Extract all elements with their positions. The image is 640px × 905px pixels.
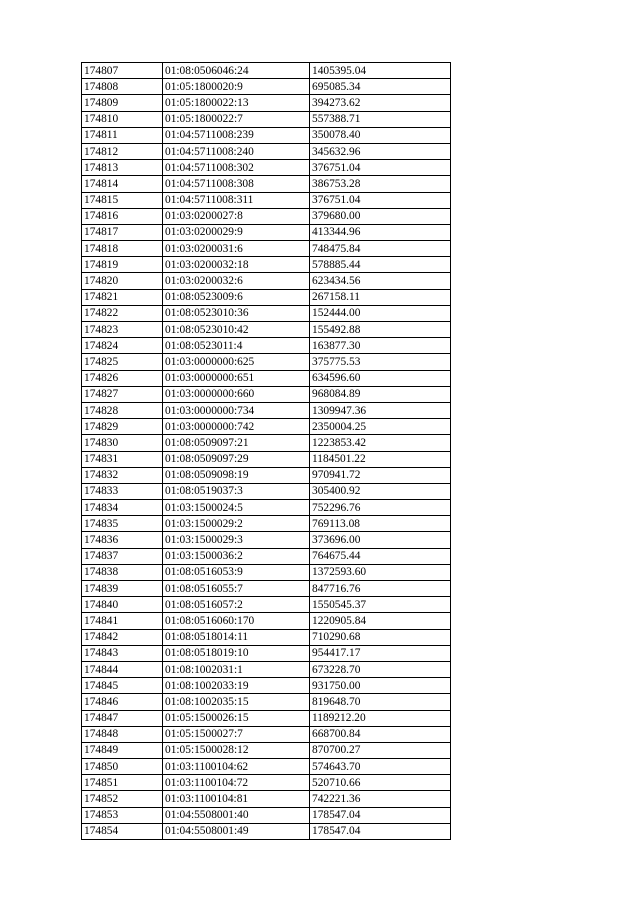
table-body xyxy=(82,63,451,840)
value-cell: 710290.68 xyxy=(310,629,451,645)
value-cell: 373696.00 xyxy=(310,532,451,548)
value-cell: 345632.96 xyxy=(310,143,451,159)
table-row xyxy=(82,629,451,645)
cadastral-number-cell: 01:04:5711008:311 xyxy=(163,192,310,208)
table-row xyxy=(82,402,451,418)
row-number-cell: 174847 xyxy=(82,710,163,726)
cadastral-number-cell: 01:04:5711008:308 xyxy=(163,176,310,192)
table-row xyxy=(82,111,451,127)
value-cell: 386753.28 xyxy=(310,176,451,192)
table-row xyxy=(82,127,451,143)
cadastral-number-cell: 01:08:1002033:19 xyxy=(163,678,310,694)
cadastral-number-cell: 01:08:0509097:21 xyxy=(163,435,310,451)
cadastral-number-cell: 01:03:1500036:2 xyxy=(163,548,310,564)
table-row xyxy=(82,451,451,467)
cadastral-number-cell: 01:05:1800020:9 xyxy=(163,79,310,95)
table-row xyxy=(82,661,451,677)
cadastral-number-cell: 01:03:1100104:62 xyxy=(163,759,310,775)
value-cell: 155492.88 xyxy=(310,322,451,338)
row-number-cell: 174810 xyxy=(82,111,163,127)
value-cell: 769113.08 xyxy=(310,516,451,532)
row-number-cell: 174854 xyxy=(82,823,163,839)
cadastral-number-cell: 01:05:1500026:15 xyxy=(163,710,310,726)
row-number-cell: 174821 xyxy=(82,289,163,305)
cadastral-number-cell: 01:08:0523010:42 xyxy=(163,322,310,338)
table-row xyxy=(82,613,451,629)
cadastral-number-cell: 01:03:1500029:3 xyxy=(163,532,310,548)
value-cell: 178547.04 xyxy=(310,807,451,823)
table-row xyxy=(82,63,451,79)
cadastral-number-cell: 01:04:5508001:49 xyxy=(163,823,310,839)
table-row xyxy=(82,419,451,435)
table-row xyxy=(82,354,451,370)
table-row xyxy=(82,143,451,159)
value-cell: 970941.72 xyxy=(310,467,451,483)
row-number-cell: 174811 xyxy=(82,127,163,143)
cadastral-number-cell: 01:08:1002035:15 xyxy=(163,694,310,710)
table-row xyxy=(82,645,451,661)
value-cell: 376751.04 xyxy=(310,160,451,176)
cadastral-number-cell: 01:05:1800022:7 xyxy=(163,111,310,127)
cadastral-number-cell: 01:03:0000000:651 xyxy=(163,370,310,386)
row-number-cell: 174814 xyxy=(82,176,163,192)
value-cell: 1372593.60 xyxy=(310,564,451,580)
value-cell: 152444.00 xyxy=(310,305,451,321)
row-number-cell: 174833 xyxy=(82,483,163,499)
value-cell: 1405395.04 xyxy=(310,63,451,79)
cadastral-number-cell: 01:08:0523010:36 xyxy=(163,305,310,321)
value-cell: 954417.17 xyxy=(310,645,451,661)
row-number-cell: 174822 xyxy=(82,305,163,321)
cadastral-number-cell: 01:03:0000000:742 xyxy=(163,419,310,435)
row-number-cell: 174818 xyxy=(82,241,163,257)
value-cell: 379680.00 xyxy=(310,208,451,224)
value-cell: 623434.56 xyxy=(310,273,451,289)
value-cell: 350078.40 xyxy=(310,127,451,143)
table-row xyxy=(82,305,451,321)
value-cell: 1223853.42 xyxy=(310,435,451,451)
row-number-cell: 174815 xyxy=(82,192,163,208)
value-cell: 1184501.22 xyxy=(310,451,451,467)
row-number-cell: 174826 xyxy=(82,370,163,386)
table-row xyxy=(82,548,451,564)
value-cell: 931750.00 xyxy=(310,678,451,694)
table-row xyxy=(82,160,451,176)
value-cell: 2350004.25 xyxy=(310,419,451,435)
value-cell: 267158.11 xyxy=(310,289,451,305)
table-row xyxy=(82,694,451,710)
value-cell: 668700.84 xyxy=(310,726,451,742)
table-row xyxy=(82,273,451,289)
row-number-cell: 174809 xyxy=(82,95,163,111)
value-cell: 1309947.36 xyxy=(310,402,451,418)
table-row xyxy=(82,483,451,499)
row-number-cell: 174842 xyxy=(82,629,163,645)
row-number-cell: 174819 xyxy=(82,257,163,273)
row-number-cell: 174828 xyxy=(82,402,163,418)
value-cell: 634596.60 xyxy=(310,370,451,386)
row-number-cell: 174846 xyxy=(82,694,163,710)
cadastral-number-cell: 01:03:0200029:9 xyxy=(163,224,310,240)
cadastral-number-cell: 01:08:0518014:11 xyxy=(163,629,310,645)
table-row xyxy=(82,338,451,354)
row-number-cell: 174852 xyxy=(82,791,163,807)
table-row xyxy=(82,79,451,95)
cadastral-number-cell: 01:03:0000000:625 xyxy=(163,354,310,370)
cadastral-number-cell: 01:03:1100104:72 xyxy=(163,775,310,791)
table-row xyxy=(82,678,451,694)
cadastral-number-cell: 01:08:0509098:19 xyxy=(163,467,310,483)
cadastral-number-cell: 01:08:0516057:2 xyxy=(163,597,310,613)
table-row xyxy=(82,435,451,451)
row-number-cell: 174807 xyxy=(82,63,163,79)
value-cell: 1220905.84 xyxy=(310,613,451,629)
row-number-cell: 174849 xyxy=(82,742,163,758)
cadastral-number-cell: 01:08:0516055:7 xyxy=(163,581,310,597)
table-row xyxy=(82,564,451,580)
table-row xyxy=(82,192,451,208)
row-number-cell: 174827 xyxy=(82,386,163,402)
table-row xyxy=(82,775,451,791)
cadastral-number-cell: 01:04:5711008:239 xyxy=(163,127,310,143)
row-number-cell: 174825 xyxy=(82,354,163,370)
table-row xyxy=(82,807,451,823)
cadastral-number-cell: 01:08:0523009:6 xyxy=(163,289,310,305)
row-number-cell: 174823 xyxy=(82,322,163,338)
row-number-cell: 174838 xyxy=(82,564,163,580)
row-number-cell: 174817 xyxy=(82,224,163,240)
table-row xyxy=(82,710,451,726)
row-number-cell: 174820 xyxy=(82,273,163,289)
row-number-cell: 174850 xyxy=(82,759,163,775)
value-cell: 394273.62 xyxy=(310,95,451,111)
value-cell: 178547.04 xyxy=(310,823,451,839)
row-number-cell: 174848 xyxy=(82,726,163,742)
row-number-cell: 174853 xyxy=(82,807,163,823)
table-row xyxy=(82,791,451,807)
row-number-cell: 174844 xyxy=(82,661,163,677)
cadastral-number-cell: 01:08:0516060:170 xyxy=(163,613,310,629)
table-row xyxy=(82,95,451,111)
cadastral-number-cell: 01:08:0506046:24 xyxy=(163,63,310,79)
cadastral-number-cell: 01:03:1500029:2 xyxy=(163,516,310,532)
table-row xyxy=(82,257,451,273)
cadastral-number-cell: 01:05:1500027:7 xyxy=(163,726,310,742)
row-number-cell: 174839 xyxy=(82,581,163,597)
row-number-cell: 174837 xyxy=(82,548,163,564)
table-row xyxy=(82,467,451,483)
table-row xyxy=(82,726,451,742)
value-cell: 1550545.37 xyxy=(310,597,451,613)
row-number-cell: 174813 xyxy=(82,160,163,176)
cadastral-number-cell: 01:08:0519037:3 xyxy=(163,483,310,499)
row-number-cell: 174830 xyxy=(82,435,163,451)
row-number-cell: 174835 xyxy=(82,516,163,532)
value-cell: 305400.92 xyxy=(310,483,451,499)
table-row xyxy=(82,581,451,597)
row-number-cell: 174808 xyxy=(82,79,163,95)
value-cell: 376751.04 xyxy=(310,192,451,208)
table-row xyxy=(82,289,451,305)
row-number-cell: 174812 xyxy=(82,143,163,159)
value-cell: 673228.70 xyxy=(310,661,451,677)
row-number-cell: 174824 xyxy=(82,338,163,354)
table-row xyxy=(82,176,451,192)
row-number-cell: 174841 xyxy=(82,613,163,629)
cadastral-number-cell: 01:08:0523011:4 xyxy=(163,338,310,354)
cadastral-number-cell: 01:04:5508001:40 xyxy=(163,807,310,823)
cadastral-number-cell: 01:03:1500024:5 xyxy=(163,500,310,516)
row-number-cell: 174834 xyxy=(82,500,163,516)
cadastral-number-cell: 01:03:0200031:6 xyxy=(163,241,310,257)
table-row xyxy=(82,532,451,548)
value-cell: 752296.76 xyxy=(310,500,451,516)
table-row xyxy=(82,386,451,402)
value-cell: 520710.66 xyxy=(310,775,451,791)
cadastral-number-cell: 01:03:0200032:6 xyxy=(163,273,310,289)
table-row xyxy=(82,759,451,775)
value-cell: 163877.30 xyxy=(310,338,451,354)
row-number-cell: 174843 xyxy=(82,645,163,661)
value-cell: 847716.76 xyxy=(310,581,451,597)
cadastral-number-cell: 01:05:1500028:12 xyxy=(163,742,310,758)
row-number-cell: 174831 xyxy=(82,451,163,467)
cadastral-number-cell: 01:04:5711008:240 xyxy=(163,143,310,159)
table-row xyxy=(82,370,451,386)
value-cell: 819648.70 xyxy=(310,694,451,710)
table-row xyxy=(82,241,451,257)
row-number-cell: 174832 xyxy=(82,467,163,483)
table-row xyxy=(82,208,451,224)
cadastral-number-cell: 01:03:0000000:734 xyxy=(163,402,310,418)
row-number-cell: 174829 xyxy=(82,419,163,435)
value-cell: 557388.71 xyxy=(310,111,451,127)
value-cell: 742221.36 xyxy=(310,791,451,807)
row-number-cell: 174845 xyxy=(82,678,163,694)
table-row xyxy=(82,823,451,839)
row-number-cell: 174851 xyxy=(82,775,163,791)
cadastral-number-cell: 01:08:0516053:9 xyxy=(163,564,310,580)
data-table xyxy=(81,62,451,840)
cadastral-number-cell: 01:08:0518019:10 xyxy=(163,645,310,661)
value-cell: 578885.44 xyxy=(310,257,451,273)
value-cell: 968084.89 xyxy=(310,386,451,402)
table-row xyxy=(82,224,451,240)
cadastral-number-cell: 01:05:1800022:13 xyxy=(163,95,310,111)
table-row xyxy=(82,742,451,758)
cadastral-number-cell: 01:03:0200032:18 xyxy=(163,257,310,273)
cadastral-number-cell: 01:03:1100104:81 xyxy=(163,791,310,807)
value-cell: 413344.96 xyxy=(310,224,451,240)
value-cell: 375775.53 xyxy=(310,354,451,370)
row-number-cell: 174816 xyxy=(82,208,163,224)
table-row xyxy=(82,516,451,532)
value-cell: 695085.34 xyxy=(310,79,451,95)
cadastral-number-cell: 01:04:5711008:302 xyxy=(163,160,310,176)
value-cell: 870700.27 xyxy=(310,742,451,758)
table-row xyxy=(82,500,451,516)
row-number-cell: 174840 xyxy=(82,597,163,613)
table-row xyxy=(82,322,451,338)
value-cell: 574643.70 xyxy=(310,759,451,775)
table-row xyxy=(82,597,451,613)
row-number-cell: 174836 xyxy=(82,532,163,548)
value-cell: 748475.84 xyxy=(310,241,451,257)
cadastral-number-cell: 01:03:0200027:8 xyxy=(163,208,310,224)
cadastral-number-cell: 01:08:1002031:1 xyxy=(163,661,310,677)
value-cell: 764675.44 xyxy=(310,548,451,564)
cadastral-number-cell: 01:08:0509097:29 xyxy=(163,451,310,467)
value-cell: 1189212.20 xyxy=(310,710,451,726)
cadastral-number-cell: 01:03:0000000:660 xyxy=(163,386,310,402)
